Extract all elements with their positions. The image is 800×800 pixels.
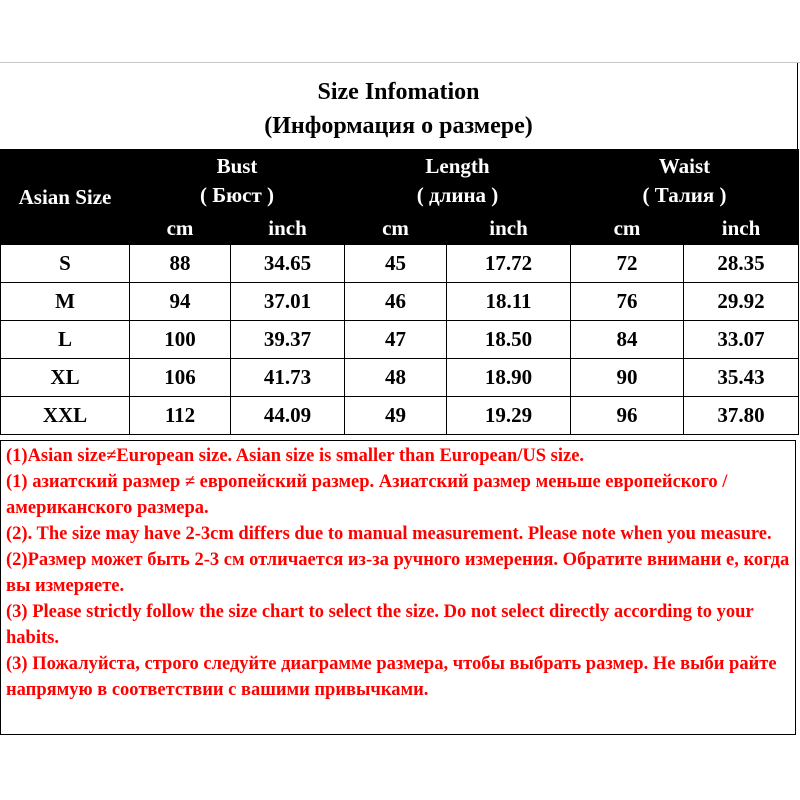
table-body bbox=[1, 245, 799, 435]
note-text: (3) Пожалуйста, строго следуйте диаграмме размера, чтобы выбрать размер. Не выби райте напрямую в соответствии с вашими привычками. bbox=[6, 654, 777, 700]
table-cell: 29.92 bbox=[684, 283, 799, 321]
page-title: Size Infomation bbox=[317, 79, 480, 105]
waist-label-ru: ( Талия ) bbox=[642, 183, 727, 207]
waist-label: Waist bbox=[658, 154, 711, 178]
size-cell: M bbox=[1, 283, 130, 321]
size-column-header: Asian Size bbox=[1, 150, 130, 245]
table-cell: 94 bbox=[130, 283, 231, 321]
table-cell: 45 bbox=[345, 245, 447, 283]
table-cell: 18.90 bbox=[447, 359, 571, 397]
unit-header: cm bbox=[130, 213, 231, 245]
table-cell: 72 bbox=[571, 245, 684, 283]
table-row bbox=[1, 283, 799, 321]
table-cell: 44.09 bbox=[231, 397, 345, 435]
note-text: (1)Asian size≠European size. Asian size is smaller than European/US size. bbox=[6, 446, 585, 466]
table-cell: 84 bbox=[571, 321, 684, 359]
title-block bbox=[0, 63, 798, 149]
length-label-ru: ( длина ) bbox=[416, 183, 499, 207]
table-cell: 112 bbox=[130, 397, 231, 435]
size-table bbox=[0, 149, 799, 435]
table-cell: 90 bbox=[571, 359, 684, 397]
size-cell: XXL bbox=[1, 397, 130, 435]
table-cell: 37.01 bbox=[231, 283, 345, 321]
table-cell: 49 bbox=[345, 397, 447, 435]
size-cell: XL bbox=[1, 359, 130, 397]
unit-header: inch bbox=[231, 213, 345, 245]
table-cell: 34.65 bbox=[231, 245, 345, 283]
table-cell: 41.73 bbox=[231, 359, 345, 397]
page-subtitle: (Информация о размере) bbox=[264, 113, 533, 139]
table-cell: 96 bbox=[571, 397, 684, 435]
table-cell: 28.35 bbox=[684, 245, 799, 283]
table-row bbox=[1, 397, 799, 435]
length-header bbox=[345, 150, 571, 213]
table-cell: 35.43 bbox=[684, 359, 799, 397]
unit-header: inch bbox=[447, 213, 571, 245]
bust-label: Bust bbox=[216, 154, 258, 178]
note-text: (3) Please strictly follow the size chart to select the size. Do not select directly according to your habits. bbox=[6, 602, 754, 648]
table-cell: 17.72 bbox=[447, 245, 571, 283]
table-cell: 33.07 bbox=[684, 321, 799, 359]
unit-header: cm bbox=[345, 213, 447, 245]
table-cell: 18.11 bbox=[447, 283, 571, 321]
table-cell: 76 bbox=[571, 283, 684, 321]
table-cell: 88 bbox=[130, 245, 231, 283]
table-cell: 47 bbox=[345, 321, 447, 359]
size-cell: L bbox=[1, 321, 130, 359]
table-cell: 100 bbox=[130, 321, 231, 359]
note-text: (1) азиатский размер ≠ европейский размер. Азиатский размер меньше европейского / американского размера. bbox=[6, 472, 728, 518]
table-cell: 48 bbox=[345, 359, 447, 397]
table-cell: 46 bbox=[345, 283, 447, 321]
table-row bbox=[1, 359, 799, 397]
table-cell: 106 bbox=[130, 359, 231, 397]
notes-box bbox=[0, 440, 796, 735]
table-header bbox=[1, 150, 799, 245]
table-row bbox=[1, 321, 799, 359]
note-text: (2). The size may have 2-3cm differs due to manual measurement. Please note when you measure. bbox=[6, 524, 772, 544]
note-text: (2)Размер может быть 2-3 см отличается из-за ручного измерения. Обратите внимани е, когда вы измеряете. bbox=[6, 550, 790, 596]
bust-label-ru: ( Бюст ) bbox=[199, 183, 275, 207]
table-cell: 39.37 bbox=[231, 321, 345, 359]
length-label: Length bbox=[425, 154, 490, 178]
table-cell: 19.29 bbox=[447, 397, 571, 435]
table-row bbox=[1, 245, 799, 283]
bust-header bbox=[130, 150, 345, 213]
table-cell: 37.80 bbox=[684, 397, 799, 435]
size-cell: S bbox=[1, 245, 130, 283]
waist-header bbox=[571, 150, 799, 213]
unit-header: cm bbox=[571, 213, 684, 245]
table-cell: 18.50 bbox=[447, 321, 571, 359]
unit-header: inch bbox=[684, 213, 799, 245]
